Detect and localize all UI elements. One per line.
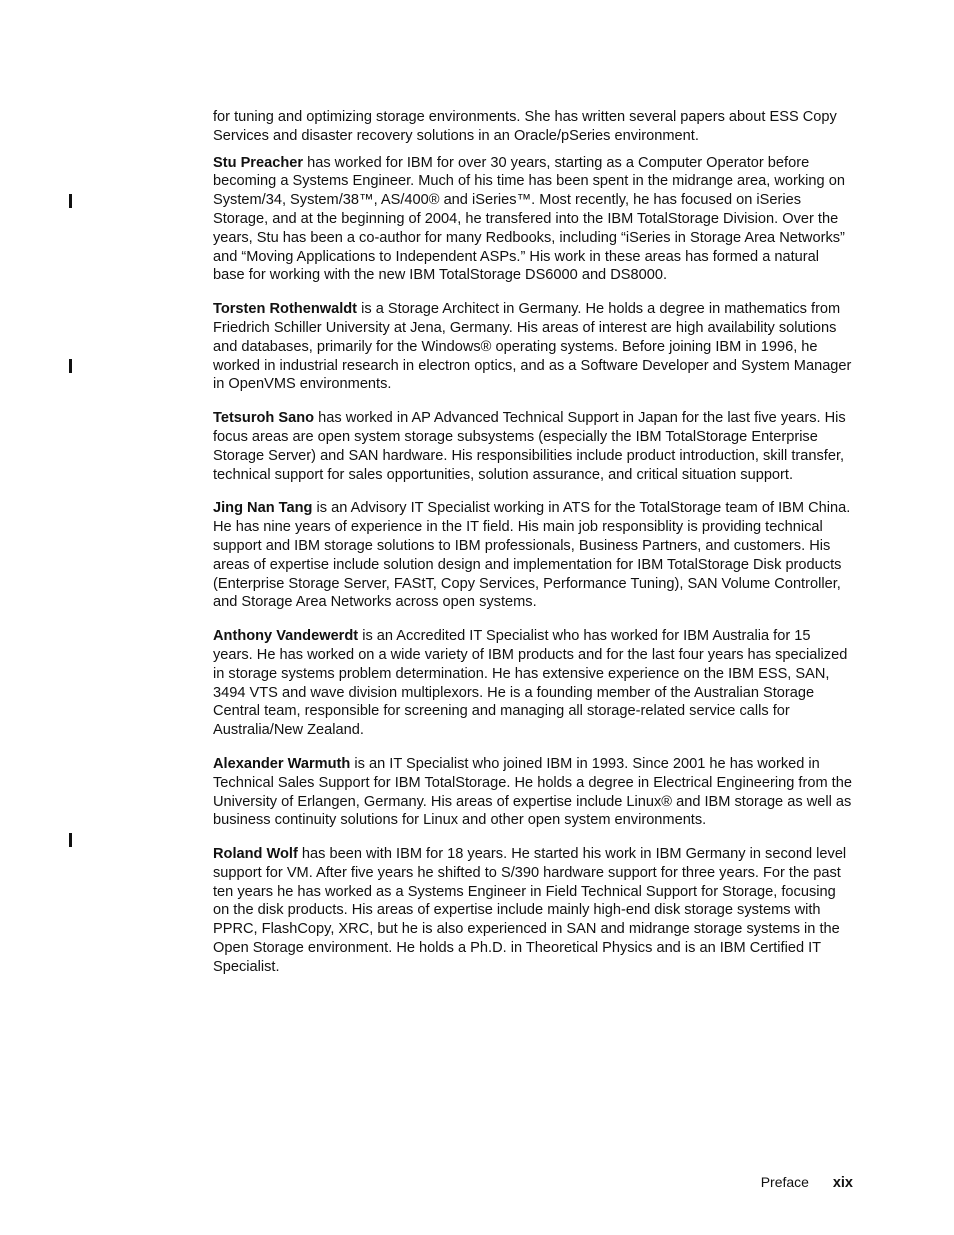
author-name: Roland Wolf (213, 846, 298, 863)
change-bar-3 (69, 833, 72, 847)
change-bar-2 (69, 359, 72, 373)
bio-text: has worked for IBM for over 30 years, starting as a Computer Operator before becoming a Systems Engineer. Much of his time has been spent in the midrange area, working on System/34, System/38™, AS/400® and iSeries™. Most recently, he has focused on iSeries Storage, and at the beginning of 2004, he transfered into the IBM TotalStorage Division. Over the years, Stu has been a co-author for many Redbooks, including “iSeries in Storage Area Networks” and “Moving Applications to Independent ASPs.” His work in these areas has formed a natural base for working with the new IBM TotalStorage DS6000 and DS8000. (213, 154, 845, 284)
bio-paragraph-torsten-rothenwaldt (213, 300, 853, 394)
author-name: Alexander Warmuth (213, 755, 351, 772)
bio-paragraph-roland-wolf (213, 845, 853, 977)
bio-paragraph-jing-nan-tang (213, 499, 853, 612)
bio-text: has worked in AP Advanced Technical Support in Japan for the last five years. His focus areas are open system storage subsystems (especially the IBM TotalStorage Enterprise Storage Server) and SAN hardware. His responsibilities include product introduction, skill transfer, technical support for sales opportunities, solution assurance, and critical situation support. (213, 410, 846, 483)
bio-text: is an Accredited IT Specialist who has worked for IBM Australia for 15 years. He has worked on a wide variety of IBM products and for the last four years has specialized in storage systems problem determination. He has extensive experience on the IBM ESS, SAN, 3494 VTS and wave division multiplexors. He is a founding member of the Australian Storage Central team, responsible for screening and managing all storage-related service calls for Australia/New Zealand. (213, 628, 848, 739)
page-number: xix (832, 1175, 853, 1191)
bio-text: is an IT Specialist who joined IBM in 1993. Since 2001 he has worked in Technical Sales Support for IBM TotalStorage. He holds a degree in Electrical Engineering from the University of Erlangen, Germany. His areas of expertise include Linux® and IBM storage as well as business continuity solutions for Linux and other open system environments. (213, 755, 852, 829)
bio-text: has been with IBM for 18 years. He started his work in IBM Germany in second level support for VM. After five years he shifted to S/390 hardware support for three years. For the past ten years he has worked as a Systems Engineer in Field Technical Support for Storage, focusing on the disk products. His areas of expertise include mainly high-end disk storage systems with PPRC, FlashCopy, XRC, but he is also experienced in SAN and midrange storage systems in the Open Storage environment. He holds a Ph.D. in Theoretical Physics and is an IBM Certified IT Specialist. (213, 846, 847, 975)
page-footer (761, 1172, 853, 1193)
bio-text: is a Storage Architect in Germany. He holds a degree in mathematics from Friedrich Schiller University at Jena, Germany. His areas of interest are high availability solutions and databases, primarily for the Windows® operating systems. Before joining IBM in 1996, he worked in industrial research in electron optics, and as a Software Developer and System Manager in OpenVMS environments. (213, 301, 852, 393)
bio-paragraph-stu-preacher (213, 154, 853, 286)
author-name: Torsten Rothenwaldt (213, 301, 358, 318)
author-name: Jing Nan Tang (213, 500, 313, 517)
author-name: Anthony Vandewerdt (213, 628, 359, 645)
bio-paragraph-tetsuroh-sano (213, 409, 853, 484)
bio-text: is an Advisory IT Specialist working in ATS for the TotalStorage team of IBM China. He has nine years of experience in the IT field. His main job responsiblity is providing technical support and IBM storage solutions to IBM professionals, Business Partners, and customers. His areas of expertise include solution design and implementation for IBM TotalStorage Disk products (Enterprise Storage Server, FAStT, Copy Services, Performance Tuning), SAN Volume Controller, and Storage Area Networks across open systems. (213, 500, 851, 611)
page-body (213, 108, 853, 992)
intro-paragraph: for tuning and optimizing storage environments. She has written several papers about ESS Copy Services and disaster recovery solutions in an Oracle/pSeries environment. (213, 109, 837, 144)
author-name: Stu Preacher (213, 154, 304, 171)
change-bar-1 (69, 194, 72, 208)
author-name: Tetsuroh Sano (213, 410, 315, 427)
bio-paragraph-alexander-warmuth (213, 755, 853, 830)
footer-section-title: Preface (760, 1174, 809, 1190)
bio-paragraph-anthony-vandewerdt (213, 627, 853, 740)
